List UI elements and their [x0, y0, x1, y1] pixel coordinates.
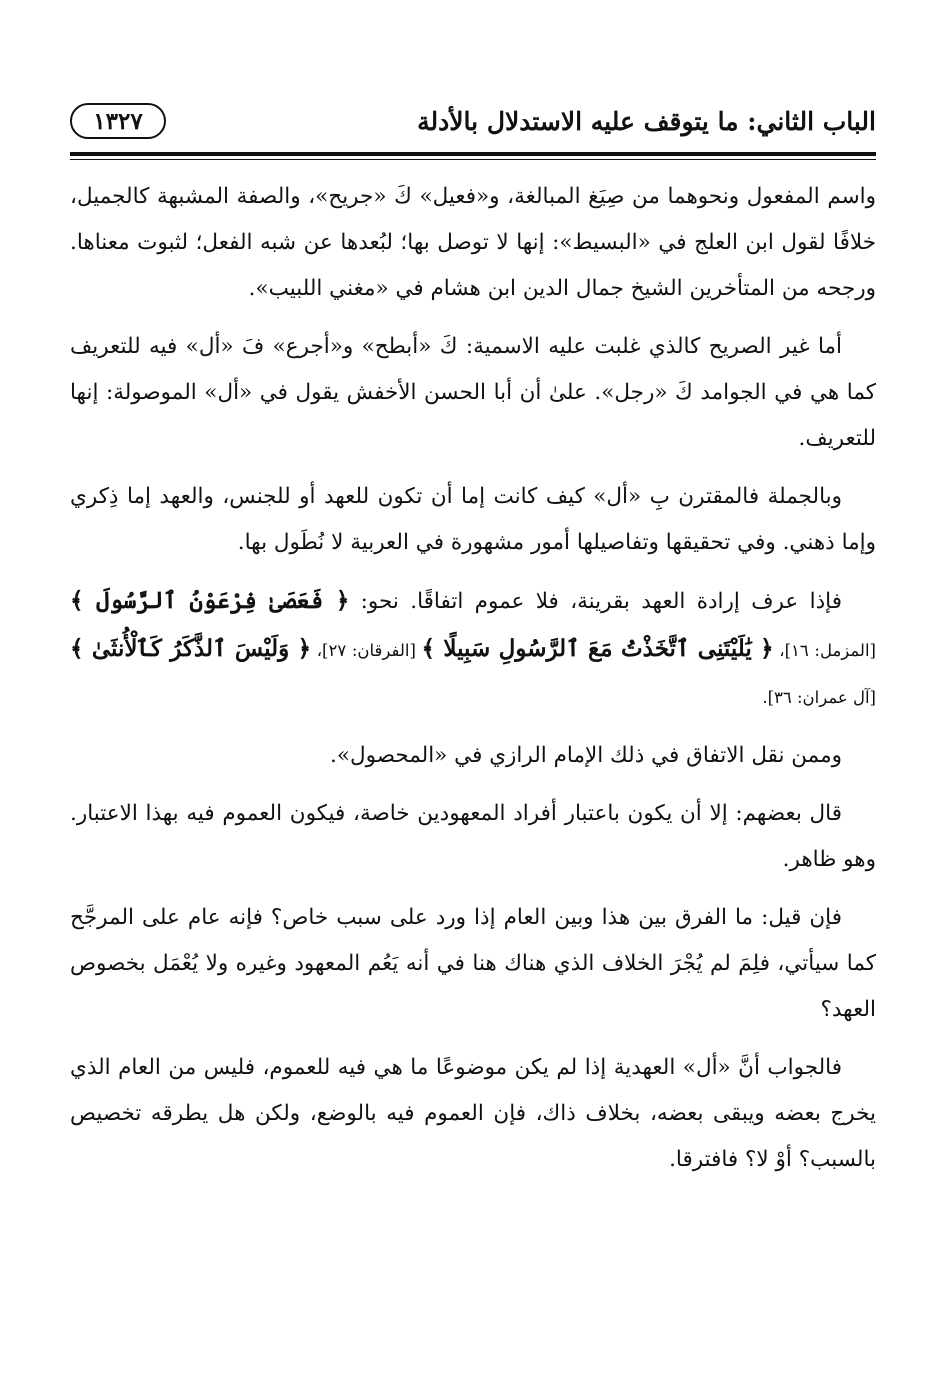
header-rule-thin: [70, 159, 876, 160]
paragraph-7: فإن قيل: ما الفرق بين هذا وبين العام إذا ورد على سبب خاص؟ فإنه عام على المرجَّح كما سيأتي، فلِمَ لم يُجْرَ الخلاف الذي هناك هنا في أنه يَعُم المعهود وغيره ولا يُعْمَل بخصوص العهد؟: [70, 905, 876, 1022]
verse-reference-2: [الفرقان: ٢٧]،: [311, 641, 422, 660]
quran-verse-1: ﴿ فَعَصَىٰ فِرْعَوْنُ ٱلرَّسُولَ ﴾: [70, 587, 350, 614]
paragraph-6: قال بعضهم: إلا أن يكون باعتبار أفراد المعهودين خاصة، فيكون العموم فيه بهذا الاعتبار. وهو ظاهر.: [70, 801, 876, 872]
paragraph-3: وبالجملة فالمقترن بِ «أل» كيف كانت إما أن تكون للعهد أو للجنس، والعهد إما ذِكري وإما ذهني. وفي تحقيقها وتفاصيلها أمور مشهورة في العربية لا نُطَول بها.: [70, 484, 876, 555]
paragraph-1: واسم المفعول ونحوهما من صِيَغ المبالغة، و«فعيل» كَ «جريح»، والصفة المشبهة كالجميل، خلافًا لقول ابن العلج في «البسيط»: إنها لا توصل بها؛ لبُعدها عن شبه الفعل؛ لثبوت معناها. ورجحه من المتأخرين الشيخ جمال الدين ابن هشام في «مغني اللبيب».: [70, 184, 876, 301]
paragraph-2: أما غير الصريح كالذي غلبت عليه الاسمية: كَ «أبطح» و«أجرع» فَ «أل» فيه للتعريف كما هي في الجوامد كَ «رجل». علىٰ أن أبا الحسن الأخفش يقول في «أل» الموصولة: إنها للتعريف.: [70, 334, 876, 451]
paragraph-4-text: فإذا عرف إرادة العهد بقرينة، فلا عموم اتفاقًا. نحو:: [349, 589, 842, 614]
verse-reference-3: [آل عمران: ٣٦].: [762, 688, 876, 707]
running-header: [70, 96, 876, 146]
quran-verse-2: ﴿ يَٰلَيْتَنِى ٱتَّخَذْتُ مَعَ ٱلرَّسُولِ سَبِيلًا ﴾: [421, 635, 774, 662]
book-page: [70, 96, 876, 1336]
paragraph-4: [70, 578, 876, 721]
page-body: [70, 174, 876, 1183]
page-number: ١٣٢٧: [93, 107, 143, 135]
chapter-title: الباب الثاني: ما يتوقف عليه الاستدلال بالأدلة: [417, 106, 876, 136]
verse-reference-1: [المزمل: ١٦]،: [773, 641, 876, 660]
header-rule-thick: [70, 152, 876, 156]
page-number-frame: [70, 103, 166, 139]
paragraph-5: وممن نقل الاتفاق في ذلك الإمام الرازي في «المحصول».: [329, 743, 842, 768]
quran-verse-3: ﴿ وَلَيْسَ ٱلذَّكَرُ كَٱلْأُنثَىٰ ﴾: [70, 635, 312, 662]
paragraph-8: فالجواب أنَّ «أل» العهدية إذا لم يكن موضوعًا ما هي فيه للعموم، فليس من العام الذي يخرج بعضه ويبقى بعضه، بخلاف ذاك، فإن العموم فيه بالوضع، ولكن هل يطرقه تخصيص بالسبب؟ أوْ لا؟ فافترقا.: [70, 1055, 876, 1172]
